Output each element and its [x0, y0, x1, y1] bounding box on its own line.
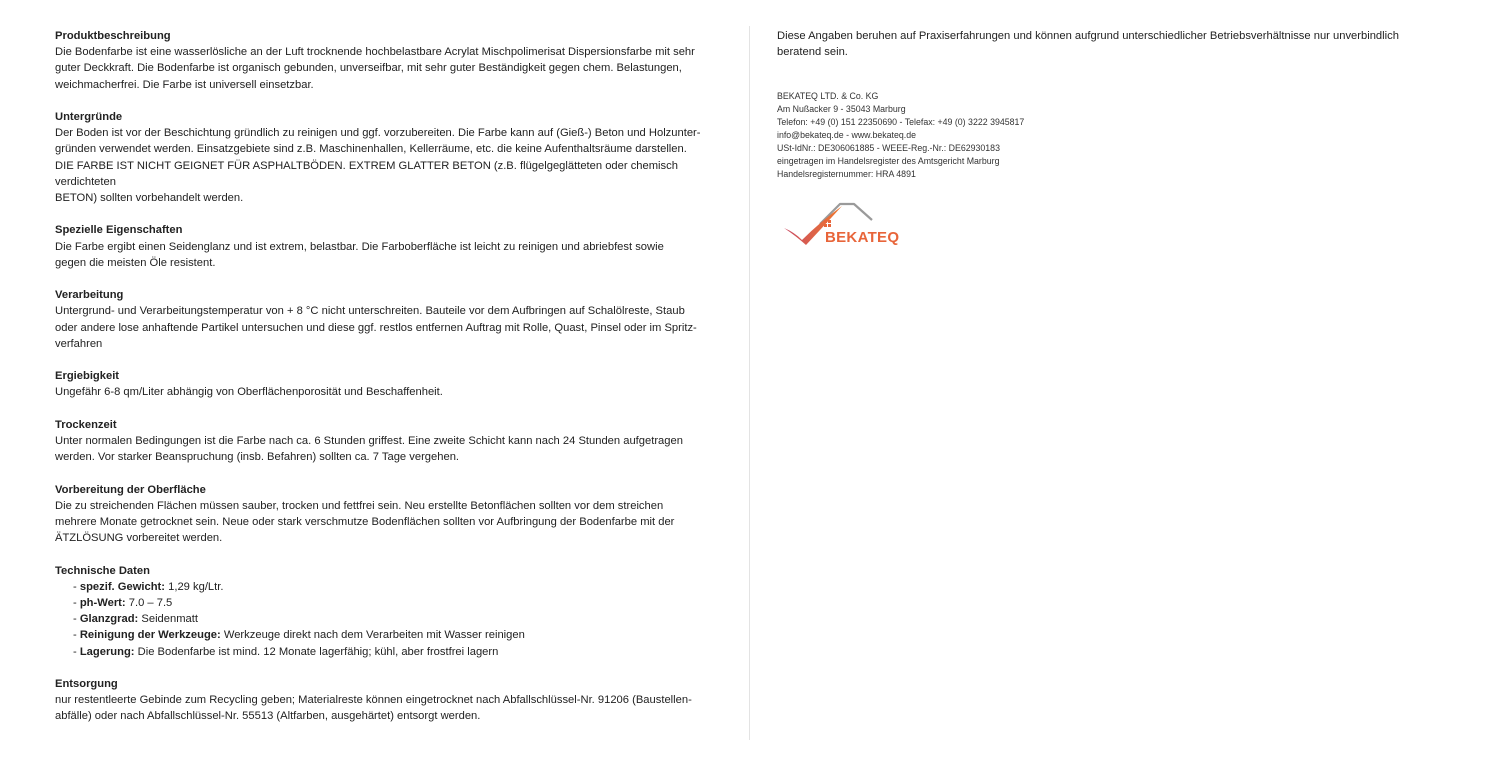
section-title: Trockenzeit — [55, 418, 117, 431]
spec-value: 1,29 kg/Ltr. — [165, 580, 224, 593]
section-body: nur restentleerte Gebinde zum Recycling geben; Materialreste können eingetrocknet nach Abfallschlüssel-Nr. 91206 (Baustellen- abfälle) oder nach Abfallschlüssel-Nr. 55513 (Altfarben, ausgehärtet) entsorgt werden. — [55, 694, 692, 723]
section-spezielle-eigenschaften — [55, 222, 725, 271]
section-title: Spezielle Eigenschaften — [55, 224, 183, 237]
column-divider — [749, 26, 750, 740]
logo-wordmark: BEKATEQ — [825, 229, 900, 246]
spec-label: Lagerung: — [79, 645, 135, 658]
section-title: Vorbereitung der Oberfläche — [55, 483, 206, 496]
spec-value: Die Bodenfarbe ist mind. 12 Monate lagerfähig; kühl, aber frostfrei lagern — [134, 645, 499, 658]
disclaimer-text: Diese Angaben beruhen auf Praxiserfahrungen und können aufgrund unterschiedlicher Betriebsverhältnisse nur unverbindlich beratend sein. — [777, 30, 1399, 59]
product-info-column — [55, 28, 725, 741]
section-body: Die Bodenfarbe ist eine wasserlösliche an der Luft trocknende hochbelastbare Acrylat Mischpolimerisat Dispersionsfarbe mit sehr guter Deckkraft. Die Bodenfarbe ist organisch gebunden, unverseifbar, mit sehr guter Beständigkeit gegen chem. Belastungen, weichmacherfrei. Die Farbe ist universell einsetzbar. — [55, 46, 695, 91]
section-body: Der Boden ist vor der Beschichtung gründlich zu reinigen und ggf. vorzubereiten. Die Farbe kann auf (Gieß-) Beton und Holzunter- gründen verwendet werden. Einsatzgebiete sind z.B. Maschinenhallen, Kellerräume, etc. die keine Aufenthaltsräume darstellen. DIE FARBE IST NICHT GEIGNET FÜR ASPHALTBÖDEN. EXTREM GLATTER BETON (z.B. flügelgeglätteten oder chemisch verdichteten BETON) sollten vorbehandelt werden. — [55, 127, 701, 205]
spec-item-reinigung: - Reinigung der Werkzeuge: Werkzeuge direkt nach dem Verarbeiten mit Wasser reinigen — [73, 629, 525, 642]
section-trockenzeit — [55, 417, 725, 466]
section-title: Technische Daten — [55, 564, 150, 577]
section-body: Untergrund- und Verarbeitungstemperatur von + 8 °C nicht unterschreiten. Bauteile vor dem Aufbringen auf Schalölreste, Staub oder andere lose anhaftende Partikel untersuchen und diese ggf. restlos entfernen Auftrag mit Rolle, Quast, Pinsel oder im Spritz- verfahren — [55, 305, 697, 350]
spec-list — [55, 579, 725, 660]
section-title: Untergründe — [55, 111, 123, 123]
company-info-column — [777, 28, 1467, 181]
section-verarbeitung — [55, 287, 725, 352]
bekateq-logo — [780, 198, 898, 252]
spec-label: ph-Wert: — [79, 597, 126, 609]
spec-item-ph-wert: - ph-Wert: 7.0 – 7.5 — [73, 597, 173, 609]
company-web: info@bekateq.de - www.bekateq.de — [777, 130, 917, 141]
section-title: Produktbeschreibung — [55, 30, 171, 42]
spec-item-glanzgrad: - Glanzgrad: Seidenmatt — [73, 613, 198, 626]
section-body: Die Farbe ergibt einen Seidenglanz und ist extrem, belastbar. Die Farboberfläche ist leicht zu reinigen und abriebfest sowie gegen die meisten Öle resistent. — [55, 240, 664, 269]
spec-label: spezif. Gewicht: — [79, 580, 166, 593]
spec-label: Glanzgrad: — [79, 613, 139, 626]
section-ergiebigkeit — [55, 368, 725, 400]
section-entsorgung — [55, 676, 725, 725]
section-body: Die zu streichenden Flächen müssen sauber, trocken und fettfrei sein. Neu erstellte Betonflächen sollten vor dem streichen mehrere Monate getrocknet sein. Neue oder stark verschmutze Bodenflächen sollten vor Aufbringung der Bodenfarbe mit der ÄTZLÖSUNG vorbereitet werden. — [55, 499, 675, 545]
section-untergruende — [55, 109, 725, 206]
section-body: Unter normalen Bedingungen ist die Farbe nach ca. 6 Stunden griffest. Eine zweite Schicht kann nach 24 Stunden aufgetragen werden. Vor starker Beanspruchung (insb. Befahren) sollten ca. 7 Tage vergehen. — [55, 435, 683, 464]
section-title: Ergiebigkeit — [55, 370, 120, 383]
section-title: Verarbeitung — [55, 289, 124, 302]
company-address: Am Nußacker 9 - 35043 Marburg — [777, 104, 906, 115]
company-phone: Telefon: +49 (0) 151 22350690 - Telefax: +49 (0) 3222 3945817 — [777, 117, 1025, 128]
section-produktbeschreibung — [55, 28, 725, 93]
company-tax-ids: USt-IdNr.: DE306061885 - WEEE-Reg.-Nr.: DE62930183 — [777, 143, 1000, 154]
section-body: Ungefähr 6-8 qm/Liter abhängig von Oberflächenporosität und Beschaffenheit. — [55, 386, 443, 399]
spec-label: Reinigung der Werkzeuge: — [79, 629, 221, 642]
section-technische-daten — [55, 563, 725, 660]
section-title: Entsorgung — [55, 678, 118, 690]
spec-value: Werkzeuge direkt nach dem Verarbeiten mit Wasser reinigen — [220, 629, 525, 642]
company-register: eingetragen im Handelsregister des Amtsgericht Marburg — [777, 156, 1000, 167]
spec-value: Seidenmatt — [138, 613, 198, 626]
spec-item-gewicht: - spezif. Gewicht: 1,29 kg/Ltr. — [73, 580, 224, 593]
company-details — [777, 90, 1467, 181]
company-register-number: Handelsregisternummer: HRA 4891 — [777, 169, 916, 180]
spec-value: 7.0 – 7.5 — [125, 597, 173, 609]
spec-item-lagerung: - Lagerung: Die Bodenfarbe ist mind. 12 Monate lagerfähig; kühl, aber frostfrei lagern — [73, 645, 499, 658]
company-name: BEKATEQ LTD. & Co. KG — [777, 91, 879, 102]
section-vorbereitung — [55, 482, 725, 547]
